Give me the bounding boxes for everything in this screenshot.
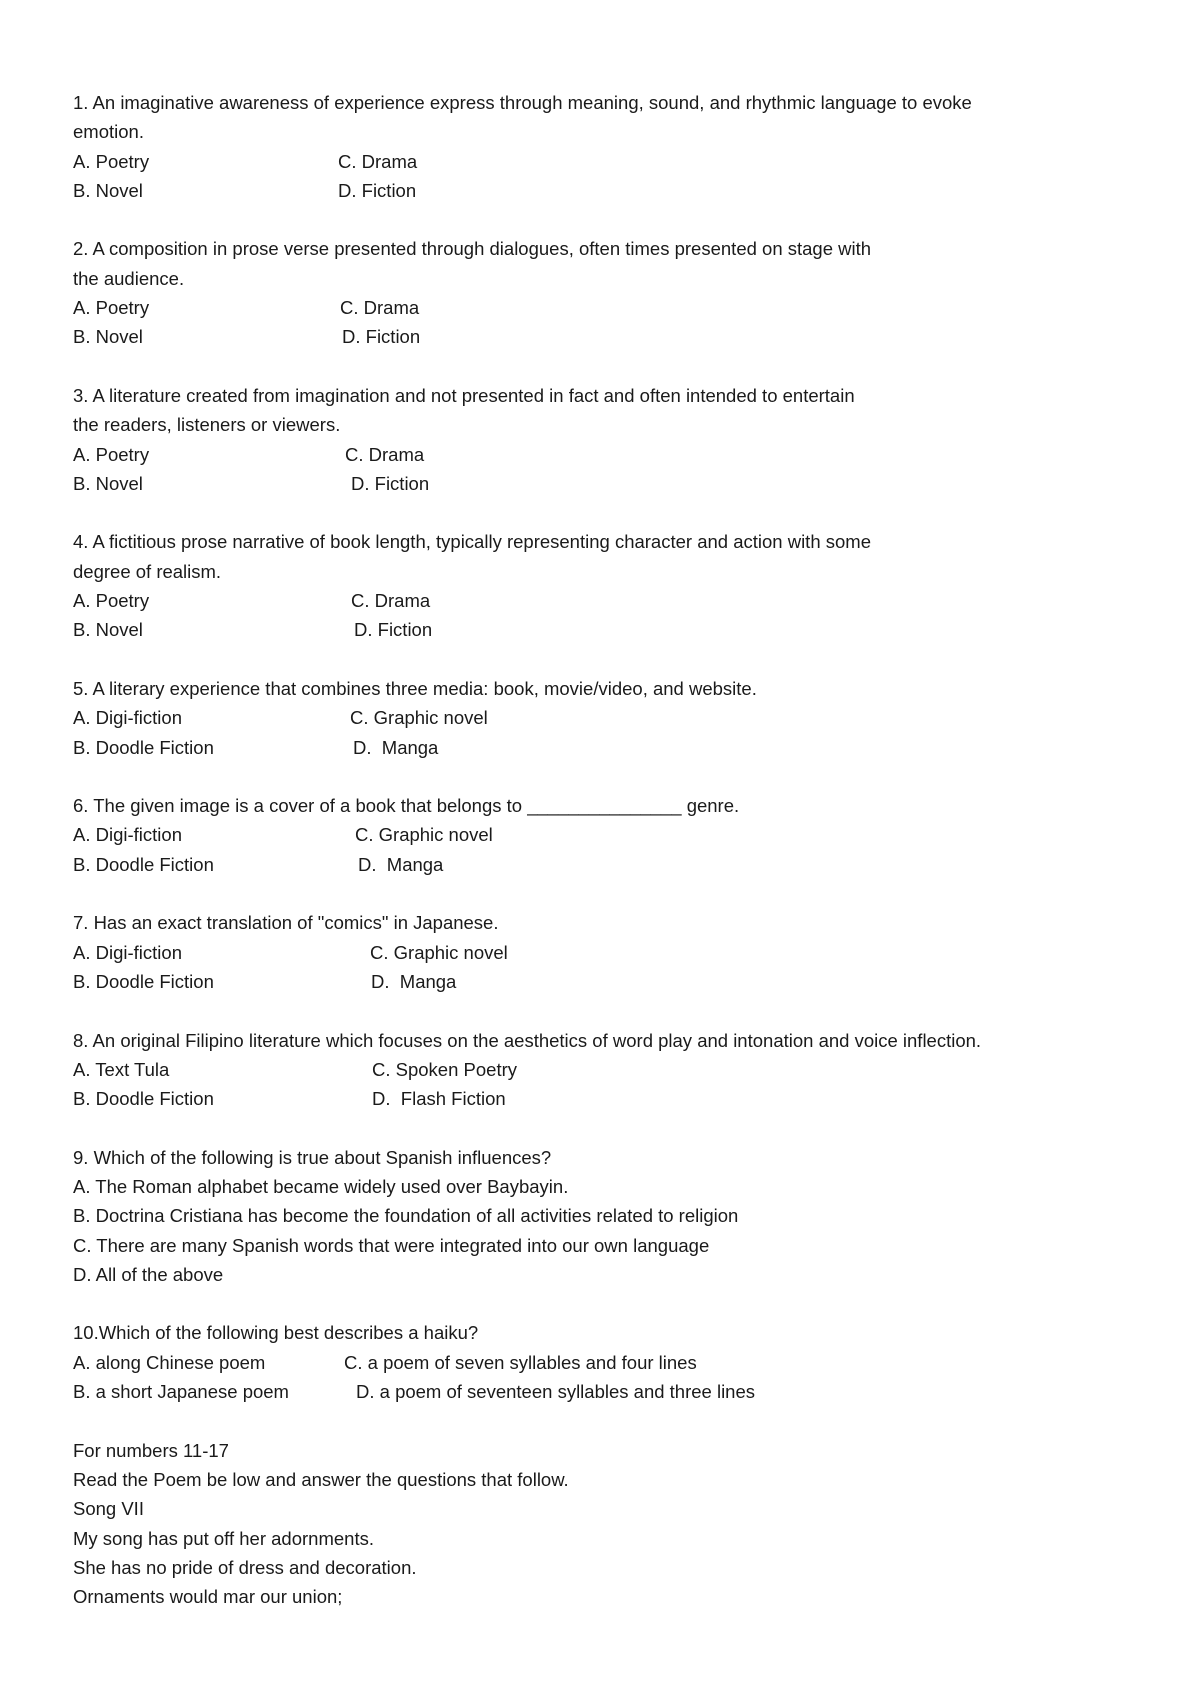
option-b: B. Novel [73,472,143,494]
option-c: C. Spoken Poetry [372,1058,517,1080]
options-row [73,1348,1140,1377]
option-b: B. Doodle Fiction [73,853,214,875]
question-5 [73,674,1140,762]
options-row [73,440,1140,469]
question-stem: the audience. [73,267,185,289]
poem-title: Song VII [73,1498,144,1520]
poem-section [73,1436,1140,1612]
options-row [73,967,1140,996]
options-row [73,293,1140,322]
option-a: A. Poetry [73,590,150,612]
question-stem: 6. The given image is a cover of a book that belongs to _______________ genre. [73,795,740,817]
option-c: C. a poem of seven syllables and four lines [344,1351,697,1373]
question-stem: 2. A composition in prose verse presented through dialogues, often times presented on stage with [73,238,872,260]
question-stem: 5. A literary experience that combines three media: book, movie/video, and website. [73,677,757,699]
question-stem: 3. A literature created from imagination and not presented in fact and often intended to entertain [73,384,855,406]
question-7 [73,908,1140,996]
option-a: A. Poetry [73,150,150,172]
question-stem: 4. A fictitious prose narrative of book length, typically representing character and action with some [73,531,871,553]
option-a: A. Digi-fiction [73,824,182,846]
question-stem: the readers, listeners or viewers. [73,414,341,436]
option-b: B. Doctrina Cristiana has become the foundation of all activities related to religion [73,1205,739,1227]
option-d: D. All of the above [73,1263,224,1285]
option-a: A. Digi-fiction [73,707,182,729]
section-instruction: Read the Poem be low and answer the questions that follow. [73,1468,569,1490]
option-b: B. Doodle Fiction [73,1088,214,1110]
option-d: D. Manga [358,853,444,875]
options-row [73,322,1140,351]
options-row [73,703,1140,732]
option-d: D. Fiction [354,619,433,641]
option-b: B. Novel [73,326,143,348]
options-row [73,1377,1140,1406]
option-a: A. along Chinese poem [73,1351,266,1373]
option-b: B. Doodle Fiction [73,736,214,758]
option-d: D. a poem of seventeen syllables and three lines [356,1381,756,1403]
question-stem: 7. Has an exact translation of "comics" in Japanese. [73,912,499,934]
question-6 [73,791,1140,879]
question-stem: 1. An imaginative awareness of experience express through meaning, sound, and rhythmic language to evoke [73,92,972,113]
option-c: C. There are many Spanish words that were integrated into our own language [73,1234,710,1256]
options-row [73,820,1140,849]
section-intro: For numbers 11-17 [73,1439,229,1461]
option-c: C. Drama [345,443,425,465]
question-4 [73,527,1140,644]
options-row [73,176,1140,205]
question-stem: degree of realism. [73,560,222,582]
options-row [73,469,1140,498]
options-row [73,733,1140,762]
option-c: C. Graphic novel [350,707,488,729]
options-row [73,1055,1140,1084]
option-d: D. Fiction [342,326,421,348]
question-stem: 10.Which of the following best describes a haiku? [73,1322,479,1344]
option-b: B. a short Japanese poem [73,1381,289,1403]
question-stem: emotion. [73,121,144,143]
option-a: A. The Roman alphabet became widely used over Baybayin. [73,1175,569,1197]
option-c: C. Graphic novel [370,941,508,963]
question-9 [73,1143,1140,1289]
option-c: C. Drama [351,590,431,612]
question-10 [73,1318,1140,1406]
option-d: D. Manga [353,736,439,758]
option-c: C. Drama [340,297,420,319]
option-b: B. Doodle Fiction [73,970,214,992]
option-d: D. Flash Fiction [372,1088,506,1110]
options-row [73,586,1140,615]
question-1 [73,88,1140,205]
question-stem: 9. Which of the following is true about Spanish influences? [73,1146,552,1168]
option-c: C. Drama [338,150,418,172]
question-3 [73,381,1140,498]
option-a: A. Poetry [73,443,150,465]
option-c: C. Graphic novel [355,824,493,846]
poem-line: Ornaments would mar our union; [73,1586,343,1608]
options-row [73,938,1140,967]
option-d: D. Fiction [338,179,417,201]
question-8 [73,1026,1140,1114]
options-row [73,1084,1140,1113]
option-a: A. Text Tula [73,1058,170,1080]
options-row [73,615,1140,644]
options-row [73,147,1140,176]
options-row [73,850,1140,879]
option-d: D. Fiction [351,472,430,494]
question-stem: 8. An original Filipino literature which focuses on the aesthetics of word play and intonation and voice inflection. [73,1029,982,1051]
option-a: A. Digi-fiction [73,941,182,963]
question-2 [73,234,1140,351]
option-b: B. Novel [73,179,143,201]
option-a: A. Poetry [73,297,150,319]
option-b: B. Novel [73,619,143,641]
poem-line: She has no pride of dress and decoration. [73,1556,417,1578]
poem-line: My song has put off her adornments. [73,1527,374,1549]
option-d: D. Manga [371,970,457,992]
